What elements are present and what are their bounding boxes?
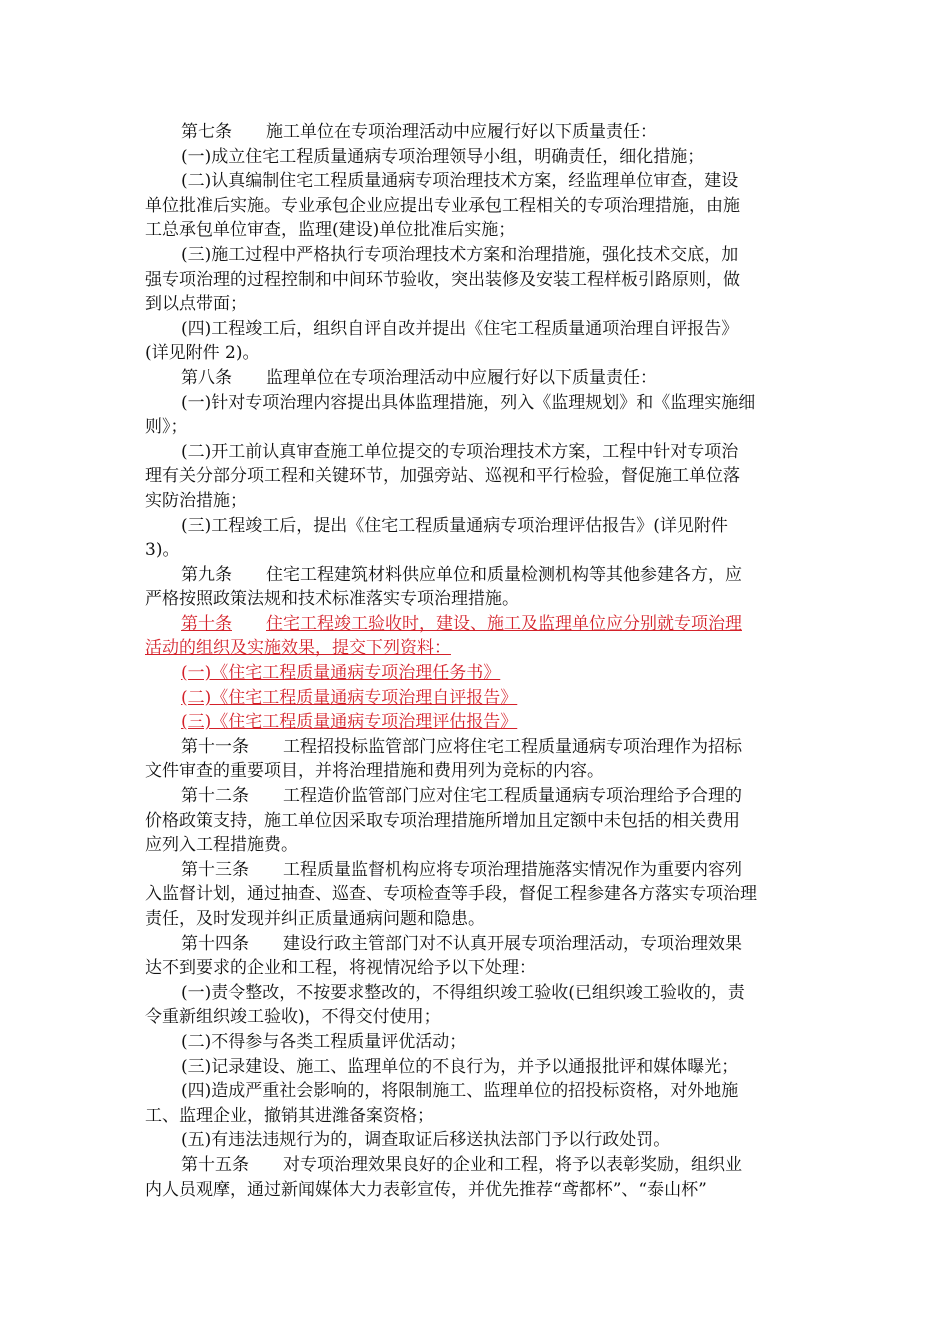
article-14-heading (145, 932, 813, 957)
paragraph-line: (三)工程竣工后，提出《住宅工程质量通病专项治理评估报告》(详见附件 (181, 515, 728, 536)
article-number: 第十条 (181, 613, 232, 634)
article-text: 活动的组织及实施效果，提交下列资料： (145, 638, 451, 659)
document-body (145, 120, 813, 1202)
article-text: 工程质量监督机构应将专项治理措施落实情况作为重要内容列 (283, 859, 742, 880)
article-9-heading (145, 563, 813, 588)
article-number: 第十一条 (181, 736, 249, 757)
paragraph-line: 3)。 (145, 540, 180, 561)
article-text: 施工单位在专项治理活动中应履行好以下质量责任： (266, 122, 657, 142)
article-13-heading (145, 858, 813, 883)
article-10-heading (145, 612, 813, 637)
paragraph-line: (二)不得参与各类工程质量评优活动； (181, 1031, 467, 1052)
paragraph-line: 理有关分部分项工程和关键环节，加强旁站、巡视和平行检验，督促施工单位落 (145, 466, 740, 487)
paragraph-line: 文件审查的重要项目，并将治理措施和费用列为竞标的内容。 (145, 761, 604, 782)
paragraph-line: (五)有违法违规行为的，调查取证后移送执法部门予以行政处罚。 (181, 1130, 671, 1151)
paragraph-line: 强专项治理的过程控制和中间环节验收，突出装修及安装工程样板引路原则，做 (145, 269, 740, 290)
paragraph-line: 实防治措施； (145, 490, 247, 511)
article-text: 对专项治理效果良好的企业和工程，将予以表彰奖励，组织业 (283, 1154, 742, 1175)
paragraph-line: (一)针对专项治理内容提出具体监理措施，列入《监理规划》和《监理实施细 (181, 392, 756, 413)
article-number: 第七条 (181, 122, 232, 142)
paragraph-line: 则》； (145, 417, 188, 438)
paragraph-line: 工、监理企业，撤销其进潍备案资格； (145, 1105, 434, 1126)
paragraph-line: 应列入工程措施费。 (145, 835, 298, 856)
paragraph-line: (三)记录建设、施工、监理单位的不良行为，并予以通报批评和媒体曝光； (181, 1056, 739, 1077)
paragraph-line: 价格政策支持，施工单位因采取专项治理措施所增加且定额中未包括的相关费用 (145, 810, 740, 831)
article-number: 第十五条 (181, 1154, 249, 1175)
paragraph-line: (二)开工前认真审查施工单位提交的专项治理技术方案，工程中针对专项治 (181, 441, 739, 462)
paragraph-line: 令重新组织竣工验收)，不得交付使用； (145, 1007, 441, 1028)
article-7-heading (145, 120, 813, 145)
article-11-heading (145, 735, 813, 760)
article-number: 第十三条 (181, 859, 249, 880)
paragraph-line (145, 661, 813, 686)
paragraph-line (145, 686, 813, 711)
paragraph-line (145, 636, 813, 661)
paragraph-line: 工总承包单位审查，监理(建设)单位批准后实施； (145, 220, 516, 241)
article-15-heading (145, 1153, 813, 1178)
paragraph-line: (二)认真编制住宅工程质量通病专项治理技术方案，经监理单位审查，建设 (181, 171, 739, 192)
paragraph-line: 严格按照政策法规和技术标准落实专项治理措施。 (145, 589, 519, 610)
paragraph-line: 到以点带面； (145, 294, 247, 315)
article-8-heading (145, 366, 813, 391)
article-text: 建设行政主管部门对不认真开展专项治理活动，专项治理效果 (283, 933, 742, 954)
paragraph-line: (一)责令整改，不按要求整改的，不得组织竣工验收(已组织竣工验收的，责 (181, 982, 745, 1003)
paragraph-line (145, 710, 813, 735)
article-number: 第十二条 (181, 786, 249, 807)
paragraph-line: 入监督计划，通过抽查、巡查、专项检查等手段，督促工程参建各方落实专项治理 (145, 884, 757, 905)
article-text: 住宅工程竣工验收时，建设、施工及监理单位应分别就专项治理 (266, 613, 742, 634)
paragraph-line: 达不到要求的企业和工程，将视情况给予以下处理： (145, 958, 536, 979)
article-text: 工程招投标监管部门应将住宅工程质量通病专项治理作为招标 (283, 736, 742, 757)
paragraph-line: (四)工程竣工后，组织自评自改并提出《住宅工程质量通项治理自评报告》 (181, 318, 739, 339)
paragraph-line: (详见附件 2)。 (145, 343, 260, 364)
list-item: (一)《住宅工程质量通病专项治理任务书》 (181, 663, 501, 684)
paragraph-line: (一)成立住宅工程质量通病专项治理领导小组，明确责任，细化措施； (181, 146, 705, 167)
article-text: 监理单位在专项治理活动中应履行好以下质量责任： (266, 367, 657, 388)
article-number: 第九条 (181, 564, 232, 585)
article-text: 住宅工程建筑材料供应单位和质量检测机构等其他参建各方，应 (266, 564, 742, 585)
article-number: 第八条 (181, 367, 232, 388)
paragraph-line: (三)施工过程中严格执行专项治理技术方案和治理措施，强化技术交底，加 (181, 244, 739, 265)
list-item: (二)《住宅工程质量通病专项治理自评报告》 (181, 687, 518, 708)
article-text: 工程造价监管部门应对住宅工程质量通病专项治理给予合理的 (283, 786, 742, 807)
paragraph-line: 单位批准后实施。专业承包企业应提出专业承包工程相关的专项治理措施，由施 (145, 195, 740, 216)
list-item: (三)《住宅工程质量通病专项治理评估报告》 (181, 712, 518, 733)
article-12-heading (145, 784, 813, 809)
paragraph-line: 内人员观摩，通过新闻媒体大力表彰宣传，并优先推荐“鸢都杯”、“泰山杯” (145, 1179, 707, 1200)
paragraph-line: 责任，及时发现并纠正质量通病问题和隐患。 (145, 909, 485, 929)
article-number: 第十四条 (181, 933, 249, 954)
paragraph-line: (四)造成严重社会影响的，将限制施工、监理单位的招投标资格，对外地施 (181, 1081, 739, 1102)
